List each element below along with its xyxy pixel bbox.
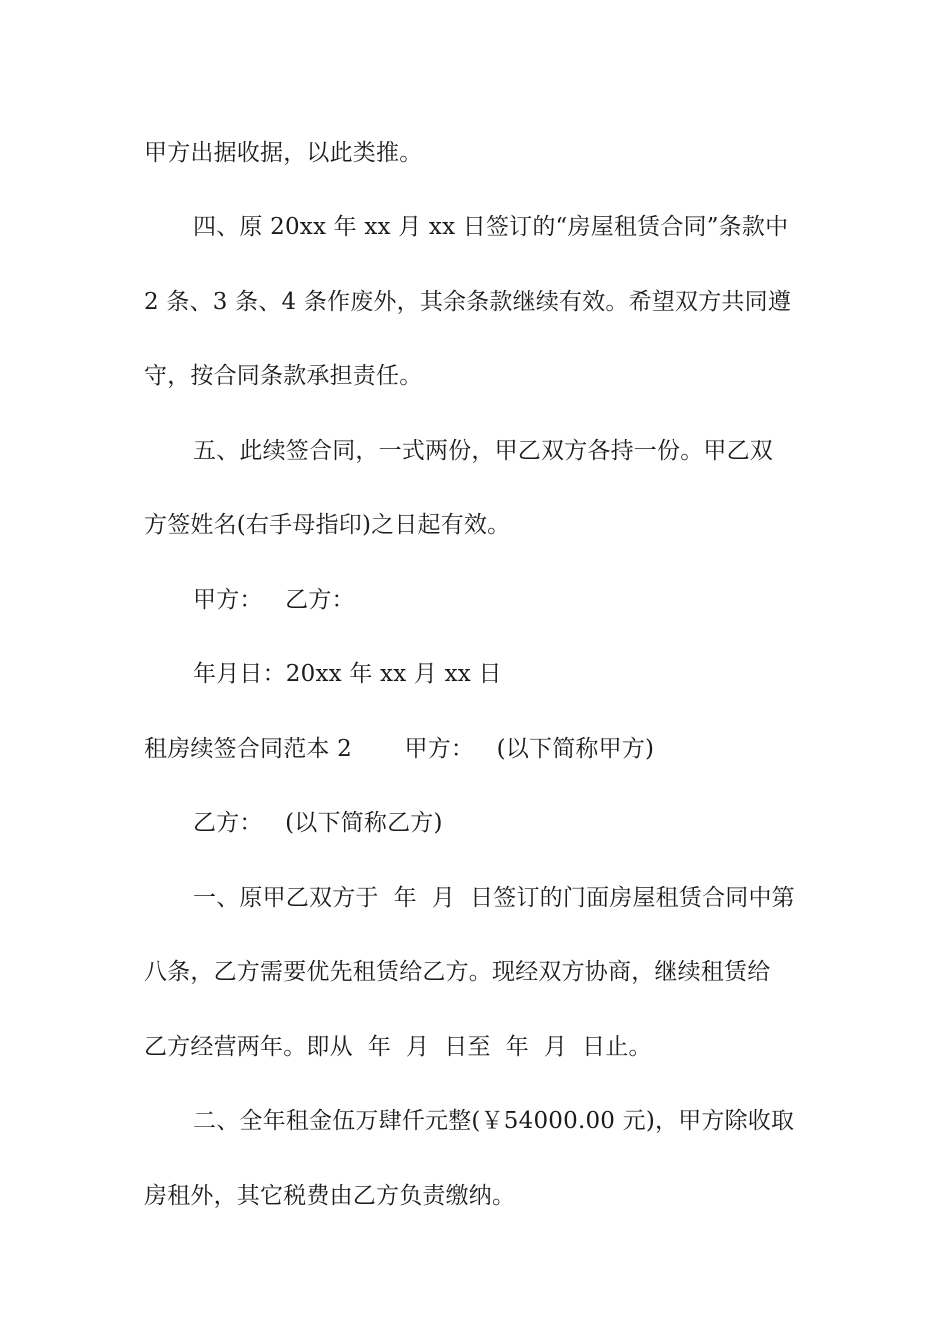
text-line: 乙方： (以下简称乙方) — [193, 810, 443, 836]
text-line: 一、原甲乙双方于 年 月 日签订的门面房屋租赁合同中第 — [193, 885, 795, 911]
text-line: 四、原 20xx 年 xx 月 xx 日签订的“房屋租赁合同”条款中 — [193, 214, 789, 240]
text-line: 2 条、3 条、4 条作废外，其余条款继续有效。希望双方共同遵 — [144, 289, 792, 315]
text-line: 二、全年租金伍万肆仟元整(￥54000.00 元)，甲方除收取 — [193, 1108, 795, 1134]
text-line: 五、此续签合同，一式两份，甲乙双方各持一份。甲乙双 — [193, 438, 773, 464]
signature-line: 甲方： 乙方： — [193, 587, 355, 613]
text-line: 守，按合同条款承担责任。 — [144, 363, 423, 389]
text-line: 方签姓名(右手母指印)之日起有效。 — [144, 512, 511, 538]
text-line: 甲方出据收据，以此类推。 — [144, 140, 423, 166]
text-line: 八条，乙方需要优先租赁给乙方。现经双方协商，继续租赁给 — [144, 959, 771, 985]
text-line: 乙方经营两年。即从 年 月 日至 年 月 日止。 — [144, 1034, 652, 1060]
date-line: 年月日：20xx 年 xx 月 xx 日 — [193, 661, 502, 687]
text-line: 房租外，其它税费由乙方负责缴纳。 — [144, 1183, 516, 1209]
section-heading: 租房续签合同范本 2 甲方： (以下简称甲方) — [144, 736, 655, 762]
